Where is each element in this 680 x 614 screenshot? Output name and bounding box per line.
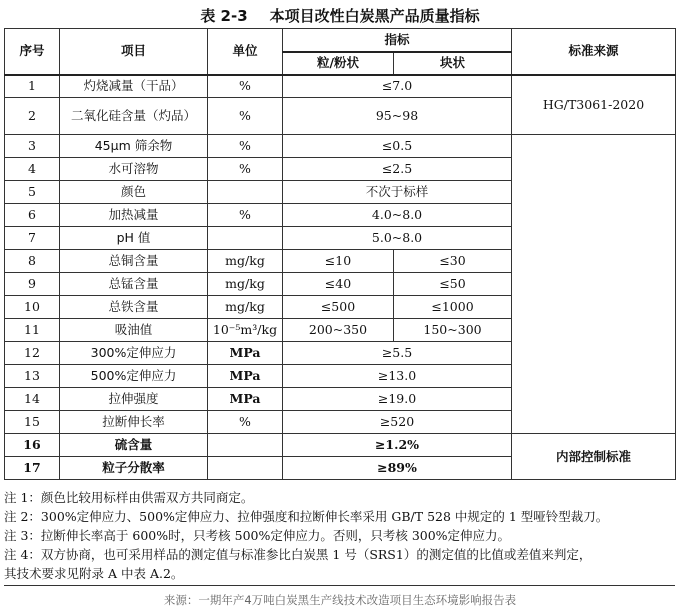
header-block: 块状 — [394, 52, 512, 75]
value-cell: 95~98 — [283, 98, 512, 135]
unit-cell: 10⁻⁵m³/kg — [208, 319, 283, 342]
value-cell: ≤2.5 — [283, 158, 512, 181]
unit-cell: % — [208, 158, 283, 181]
value-cell: ≥5.5 — [283, 342, 512, 365]
seq-cell: 16 — [5, 434, 60, 457]
value-cell: ≤0.5 — [283, 135, 512, 158]
table-number: 表 2-3 — [200, 7, 248, 25]
unit-cell: mg/kg — [208, 296, 283, 319]
quality-index-table — [4, 28, 676, 480]
value-cell: 4.0~8.0 — [283, 204, 512, 227]
seq-cell: 9 — [5, 273, 60, 296]
item-cell: 加热减量 — [60, 204, 208, 227]
seq-cell: 2 — [5, 98, 60, 135]
value-cell: ≥520 — [283, 411, 512, 434]
table-notes — [4, 488, 675, 586]
unit-cell: % — [208, 75, 283, 98]
item-cell: 总铜含量 — [60, 250, 208, 273]
unit-cell: mg/kg — [208, 250, 283, 273]
item-cell: 硫含量 — [60, 434, 208, 457]
table-title-text: 本项目改性白炭黑产品质量指标 — [269, 7, 480, 25]
table-row — [5, 135, 676, 158]
seq-cell: 11 — [5, 319, 60, 342]
unit-cell: % — [208, 411, 283, 434]
block-cell: ≤30 — [394, 250, 512, 273]
header-unit: 单位 — [208, 29, 283, 75]
item-cell: 二氧化硅含量（灼品） — [60, 98, 208, 135]
item-cell: 颜色 — [60, 181, 208, 204]
header-seq: 序号 — [5, 29, 60, 75]
block-cell: 150~300 — [394, 319, 512, 342]
note-4: 注 4：双方协商，也可采用样品的测定值与标准参比白炭黑 1 号（SRS1）的测定值的比值或差值来判定， — [4, 547, 592, 562]
seq-cell: 4 — [5, 158, 60, 181]
seq-cell: 14 — [5, 388, 60, 411]
value-cell: ≥19.0 — [283, 388, 512, 411]
seq-cell: 3 — [5, 135, 60, 158]
item-cell: 粒子分散率 — [60, 457, 208, 480]
unit-cell: MPa — [208, 365, 283, 388]
note-3: 注 3：拉断伸长率高于 600%时，只考核 500%定伸应力。否则，只考核 300%定伸应力。 — [4, 528, 511, 543]
item-cell: 45μm 筛余物 — [60, 135, 208, 158]
seq-cell: 8 — [5, 250, 60, 273]
seq-cell: 7 — [5, 227, 60, 250]
unit-cell — [208, 181, 283, 204]
seq-cell: 13 — [5, 365, 60, 388]
unit-cell — [208, 227, 283, 250]
header-index: 指标 — [283, 29, 512, 52]
source-caption: 来源：一期年产4万吨白炭黑生产线技术改造项目生态环境影响报告表 — [163, 593, 517, 607]
unit-cell — [208, 434, 283, 457]
item-cell: 水可溶物 — [60, 158, 208, 181]
granular-cell: ≤10 — [283, 250, 394, 273]
unit-cell: % — [208, 204, 283, 227]
seq-cell: 17 — [5, 457, 60, 480]
seq-cell: 12 — [5, 342, 60, 365]
note-4-continued: 其技术要求见附录 A 中表 A.2。 — [4, 566, 184, 581]
item-cell: 吸油值 — [60, 319, 208, 342]
granular-cell: ≤40 — [283, 273, 394, 296]
item-cell: 拉伸强度 — [60, 388, 208, 411]
item-cell: 500%定伸应力 — [60, 365, 208, 388]
value-cell: ≥1.2% — [283, 434, 512, 457]
item-cell: 总铁含量 — [60, 296, 208, 319]
item-cell: 总锰含量 — [60, 273, 208, 296]
value-cell: ≥13.0 — [283, 365, 512, 388]
seq-cell: 5 — [5, 181, 60, 204]
value-cell: ≥89% — [283, 457, 512, 480]
item-cell: 300%定伸应力 — [60, 342, 208, 365]
seq-cell: 6 — [5, 204, 60, 227]
value-cell: 5.0~8.0 — [283, 227, 512, 250]
table-row — [5, 434, 676, 457]
table-title — [0, 5, 680, 27]
value-cell: 不次于标样 — [283, 181, 512, 204]
standard-cell-national: HG/T3061-2020 — [512, 75, 676, 135]
item-cell: 灼烧减量（干品） — [60, 75, 208, 98]
unit-cell: mg/kg — [208, 273, 283, 296]
granular-cell: 200~350 — [283, 319, 394, 342]
header-item: 项目 — [60, 29, 208, 75]
note-2: 注 2：300%定伸应力、500%定伸应力、拉伸强度和拉断伸长率采用 GB/T 528 中规定的 1 型哑铃型裁刀。 — [4, 509, 609, 524]
item-cell: 拉断伸长率 — [60, 411, 208, 434]
header-granular: 粒/粉状 — [283, 52, 394, 75]
unit-cell — [208, 457, 283, 480]
block-cell: ≤50 — [394, 273, 512, 296]
seq-cell: 15 — [5, 411, 60, 434]
seq-cell: 10 — [5, 296, 60, 319]
note-1: 注 1：颜色比较用标样由供需双方共同商定。 — [4, 490, 254, 505]
value-cell: ≤7.0 — [283, 75, 512, 98]
table-row — [5, 75, 676, 98]
granular-cell: ≤500 — [283, 296, 394, 319]
unit-cell: MPa — [208, 388, 283, 411]
unit-cell: MPa — [208, 342, 283, 365]
standard-cell-internal: 内部控制标准 — [512, 434, 676, 480]
item-cell: pH 值 — [60, 227, 208, 250]
standard-cell-blank — [512, 135, 676, 434]
seq-cell: 1 — [5, 75, 60, 98]
header-standard: 标准来源 — [512, 29, 676, 75]
unit-cell: % — [208, 135, 283, 158]
block-cell: ≤1000 — [394, 296, 512, 319]
unit-cell: % — [208, 98, 283, 135]
